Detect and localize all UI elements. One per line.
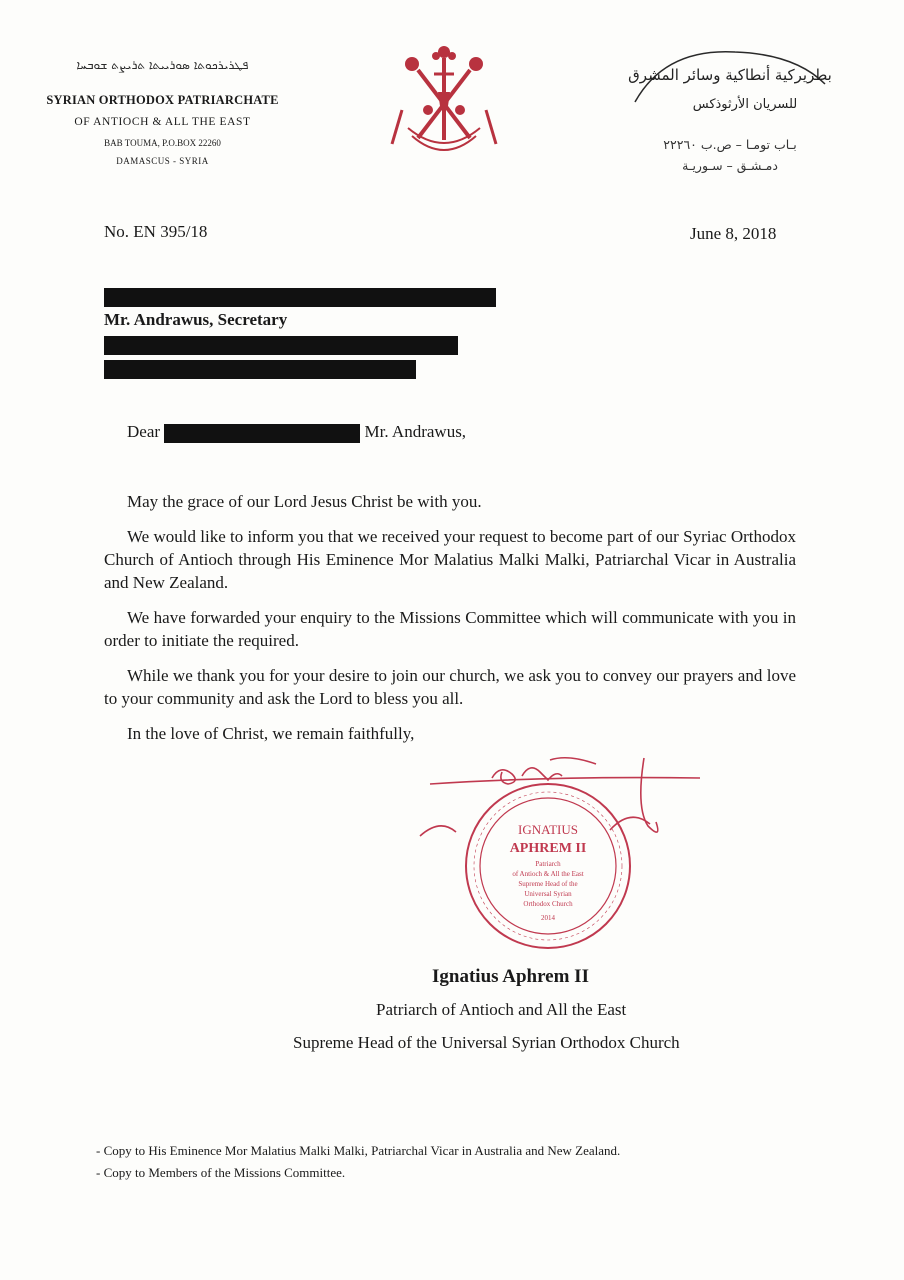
signatory-name: Ignatius Aphrem II — [432, 966, 589, 987]
salutation-prefix: Dear — [127, 422, 161, 441]
reference-number: No. EN 395/18 — [104, 222, 208, 241]
body-paragraph: While we thank you for your desire to join our church, we ask you to convey our prayers and love to your community and ask the Lord to bless you all. — [104, 666, 796, 708]
patriarchal-coat-of-arms-icon — [388, 40, 500, 162]
org-name: SYRIAN ORTHODOX PATRIARCHATE — [46, 93, 279, 107]
seal-line-7: Orthodox Church — [523, 900, 573, 908]
copy-line: - Copy to His Eminence Mor Malatius Malki Malki, Patriarchal Vicar in Australia and New Zealand. — [96, 1143, 621, 1158]
seal-line-2: APHREM II — [509, 841, 587, 856]
syriac-letterhead-line: ܦܛܪܝܪܟܘܬܐ ܣܘܪܝܝܬܐ ܬܪܝܨܬ ܫܘܒܚܐ — [76, 58, 249, 72]
copy-line: - Copy to Members of the Missions Committee. — [96, 1165, 346, 1180]
signature-and-seal — [400, 748, 720, 958]
body-paragraph: May the grace of our Lord Jesus Christ be with you. — [127, 492, 482, 511]
recipient-secretary: Mr. Andrawus, Secretary — [104, 310, 288, 329]
seal-line-4: of Antioch & All the East — [512, 870, 584, 878]
redacted-recipient-3 — [104, 336, 458, 355]
arabic-address-line-2: دمـشـق – سـوريـة — [682, 158, 778, 173]
letter-body — [104, 490, 796, 757]
body-paragraph: We have forwarded your enquiry to the Missions Committee which will communicate with you in order to initiate the required. — [104, 608, 796, 650]
svg-text:بطريركية أنطاكية وسائر المشرق: بطريركية أنطاكية وسائر المشرق — [628, 66, 832, 84]
arabic-address — [640, 134, 820, 176]
signatory-title-1: Patriarch of Antioch and All the East — [376, 1000, 627, 1019]
arabic-calligraphy-logo — [625, 40, 835, 122]
seal-line-3: Patriarch — [535, 860, 561, 868]
address-line-2: DAMASCUS - SYRIA — [116, 156, 209, 166]
arabic-address-line-1: بـاب تومـا – ص.ب ٢٢٢٦٠ — [663, 137, 797, 152]
seal-line-5: Supreme Head of the — [518, 880, 578, 888]
svg-text:للسريان الأرثوذكس: للسريان الأرثوذكس — [692, 97, 798, 112]
body-paragraph: We would like to inform you that we received your request to become part of our Syriac Orthodox Church of Antioch through His Eminence Mor Malatius Malki Malki, Patriarchal Vicar in Australia and New Zealand. — [104, 527, 796, 592]
signatory-title-2: Supreme Head of the Universal Syrian Orthodox Church — [293, 1033, 680, 1052]
seal-line-8: 2014 — [541, 914, 555, 922]
salutation — [127, 422, 466, 443]
letterhead-left — [30, 58, 295, 166]
redacted-recipient-1 — [104, 288, 496, 307]
redacted-recipient-4 — [104, 360, 416, 379]
salutation-suffix: Mr. Andrawus, — [364, 422, 467, 441]
seal-line-1: IGNATIUS — [518, 822, 578, 837]
recipient-block — [104, 284, 496, 380]
redacted-salutation-name — [164, 424, 360, 443]
seal-line-6: Universal Syrian — [524, 890, 572, 898]
copy-list — [96, 1140, 620, 1184]
org-subtitle: OF ANTIOCH & ALL THE EAST — [74, 116, 251, 128]
closing-line: In the love of Christ, we remain faithfully, — [127, 724, 415, 743]
address-line-1: BAB TOUMA, P.O.BOX 22260 — [104, 138, 221, 148]
letter-date: June 8, 2018 — [690, 224, 777, 243]
